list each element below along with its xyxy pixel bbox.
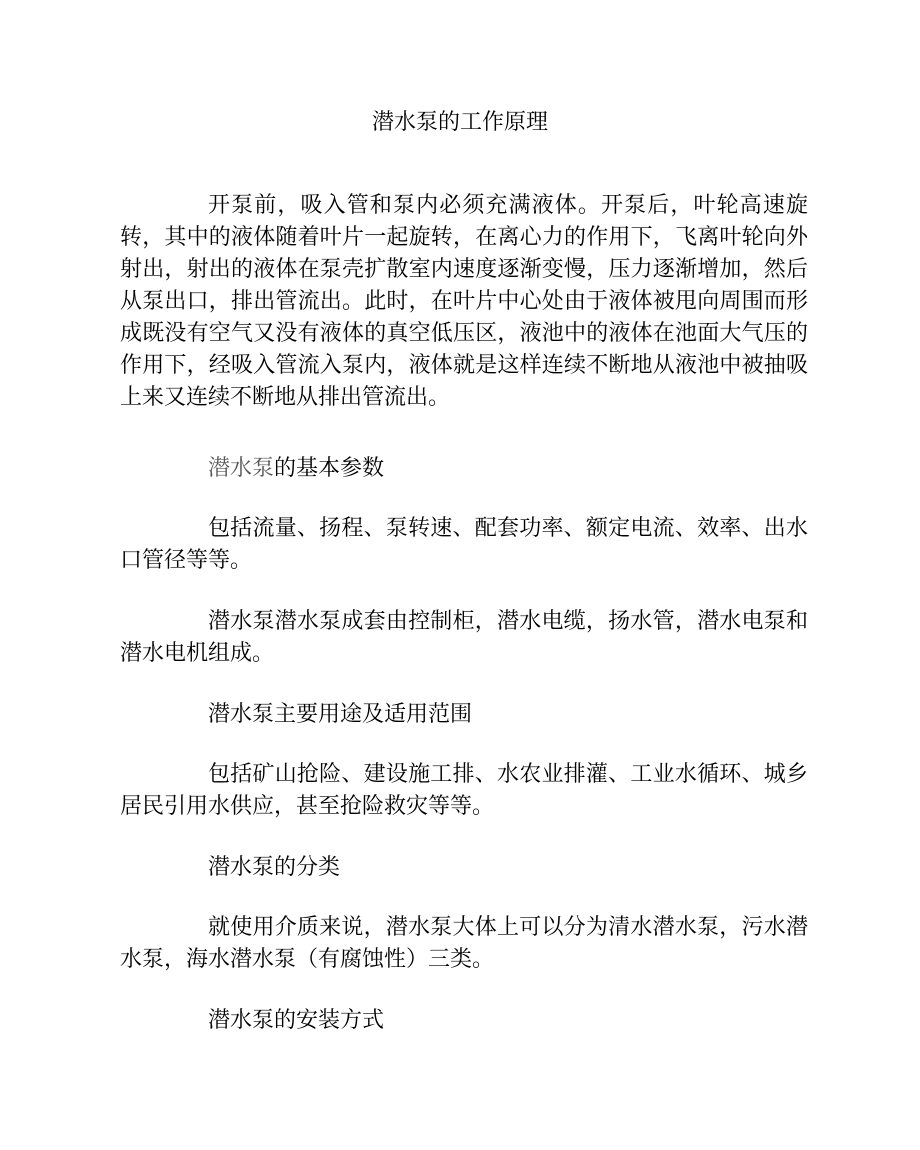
params-heading: [208, 453, 384, 485]
intro-paragraph: 开泵前，吸入管和泵内必须充满液体。开泵后，叶轮高速旋转，其中的液体随着叶片一起旋转，在离心力的作用下，飞离叶轮向外射出，射出的液体在泵壳扩散室内速度逐渐变慢，压力逐渐增加，然后从泵出口，排出管流出。此时，在叶片中心处由于液体被甩向周围而形成既没有空气又没有液体的真空低压区，液池中的液体在池面大气压的作用下，经吸入管流入泵内，液体就是这样连续不断地从液池中被抽吸上来又连续不断地从排出管流出。: [120, 193, 808, 410]
params-paragraph: 包括流量、扬程、泵转速、配套功率、额定电流、效率、出水口管径等等。: [120, 516, 808, 573]
install-heading: 潜水泵的安装方式: [208, 1008, 385, 1033]
usage-paragraph: 包括矿山抢险、建设施工排、水农业排灌、工业水循环、城乡居民引用水供应，甚至抢险救灾等等。: [120, 762, 808, 819]
types-paragraph: 就使用介质来说，潜水泵大体上可以分为清水潜水泵，污水潜水泵，海水潜水泵（有腐蚀性）三类。: [120, 915, 808, 972]
composition-paragraph: 潜水泵潜水泵成套由控制柜，潜水电缆，扬水管，潜水电泵和潜水电机组成。: [120, 609, 808, 666]
document-title: 潜水泵的工作原理: [371, 110, 548, 135]
params-heading-suffix: 的基本参数: [274, 456, 385, 481]
params-heading-link-text: 潜水泵: [208, 456, 275, 481]
types-heading: 潜水泵的分类: [208, 855, 341, 880]
usage-heading: 潜水泵主要用途及适用范围: [208, 702, 473, 727]
